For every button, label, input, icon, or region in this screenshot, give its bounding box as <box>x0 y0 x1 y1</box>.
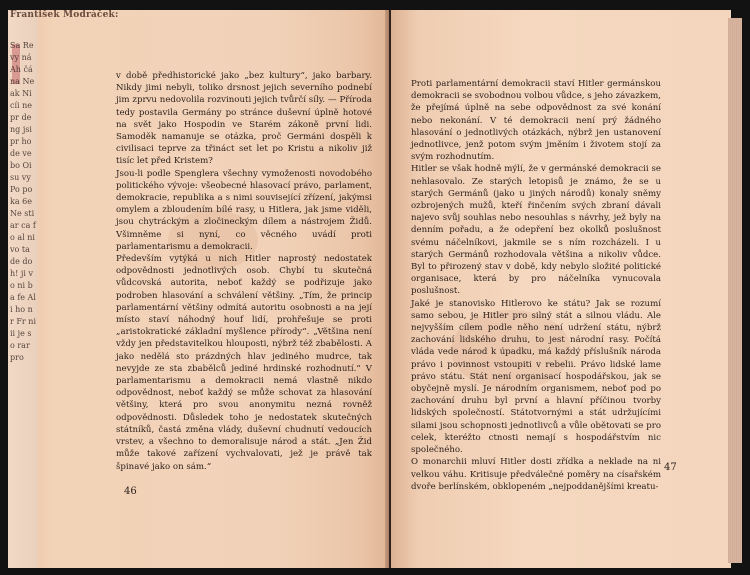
paragraph: Hitler se však hodně mýlí, že v germánské demokracii se nehlasovalo. Ze starých letopisů je známo, že se u starých Germánů (jako u jiných národů) konaly sněmy ozbrojených mužů, kteří řinčením svých zbraní dávali najevo svůj souhlas nebo nesouhlas s návrhy, jež byly na denním pořadu, a že odepření bez okolků poslušnost svému náčelníkovi, jakmile se s ním rozcházeli. I u starých Germánů rozhodovala většina a nikoliv vůdce. Byl to přirozený stav v době, kdy nebylo složité politické organisace, která by pro náčelníka vynucovala poslušnost. <box>411 164 661 297</box>
page-number-right: 47 <box>664 462 677 473</box>
right-page-body <box>411 78 661 493</box>
page-number-left: 46 <box>124 486 137 497</box>
paragraph: Proti parlamentární demokracii staví Hitler germánskou demokracii se svobodnou volbou vůdce, s jeho závazkem, že přejímá úplně na sebe odpovědnost za své konání nebo nekonání. V té demokracii není prý žádného hlasování o jednotlivých otázkách, nýbrž jen ustanovení jednotlivce, jenž potom svým jměním i životem stojí za svým rozhodnutím. <box>411 79 661 163</box>
running-head: František Modráček: <box>10 10 119 20</box>
page-block-edge <box>728 18 742 563</box>
paragraph: Především vytýká u nich Hitler naprostý nedostatek odpovědnosti jednotlivých osob. Chybí tu skutečná vůdcovská autorita, neboť každý se podřizuje jako podroben hlasování a schválení většiny. „Tím, že princip parlamentární většiny odmítá autoritu osobnosti a na její místo staví náhodný houf lidí, prohřešuje se proti „aristokratické základní myšlence přírody“. „Většina není vždy jen představitelkou hlouposti, nýbrž též zbabělosti. A jako nedělá sto prázdných hlav jediného mudrce, tak nevyjde ze sta zbabělců jediné hrdinské rozhodnutí.“ V parlamentarismu a demokracii nemá vlastně nikdo odpovědnost, neboť každý se může schovat za hlasování většiny, která pro svou anonymitu nezná rovněž odpovědnosti. Důsledek toho je nedostatek skutečných státníků, častá změna vlády, duševní chudnutí vedoucích vrstev, a všechno to demoralisuje národ a stát. „Jen Žid může takové zařízení vychvalovati, jež je právě tak špinavé jako on sám.“ <box>116 254 372 472</box>
left-page-body <box>116 70 372 473</box>
paragraph: O monarchii mluví Hitler dosti zřídka a neklade na ni velkou váhu. Kritisuje předválečné poměry na císařském dvoře berlínském, obklopeném „nejpoddanějšími kreatu- <box>411 457 661 492</box>
open-book <box>8 10 742 568</box>
left-page <box>8 10 389 568</box>
paragraph: v době předhistorické jako „bez kultury“, jako barbary. Nikdy jimi nebyli, toliko drsnost jejich severního podnebí jim zprvu nedovolila rozvinouti jejich tvůrčí síly. — Příroda tedy postavila Germány po stránce duševní úplně hotové na svět jako Hospodin ve Starém zákoně první lidi. Samoděk namanuje se otázka, proč Germáni dospěli k civilisaci teprve za třináct set let po Kristu a nikoliv již tisíc let před Kristem? <box>116 71 372 167</box>
right-page <box>391 10 731 568</box>
paragraph: Jaké je stanovisko Hitlerovo ke státu? Jak se rozumí samo sebou, je Hitler pro silný stát a silnou vládu. Ale nejvyšším cílem podle něho není udržení státu, nýbrž zachování lidského druhu, to jest národní rasy. Počítá vláda vede národ k úpadku, má každý příslušník národa právo i povinnost vstoupiti v rebelii. Právo lidské lame právo státu. Stát není organisací hospodářskou, jak se obyčejně myslí. Je národním organismem, neboť pod po zachování druhu byl první a hlavní příčinou tvorby lidských společností. Státotvornými a stát udržujícími silami jsou schopnosti jednotlivců a vůle obětovati se pro celek, kteréžto ctnosti nemají s hospodářstvím nic společného. <box>411 298 661 456</box>
margin-fragment-text: Sa Re vy ná Ah čá na Ne ak Ni cíi ne pr de ng jsi pr ho de ve bo Oi su vy Po po ka 6e Ne sti ar ca fo al ni vo ta de do h! ji vo ni ba fe Ali ho nr Fr ni ii je so rar pro <box>10 41 36 362</box>
previous-page-strip <box>8 10 38 568</box>
paragraph: Jsou-li podle Spenglera všechny vymoženosti novodobého politického vývoje: všeobecné hlasovací právo, parlament, demokracie, republika a s nimi související zřízení, jakýmsi omylem a zbloudením bílé rasy, u Hitlera, jak jsme viděli, jsou chytráckým a zločineckým dílem a nástrojem Židů. Všimněme si nyní, co věcného uvádí proti parlamentarismu a demokracii. <box>116 168 372 252</box>
